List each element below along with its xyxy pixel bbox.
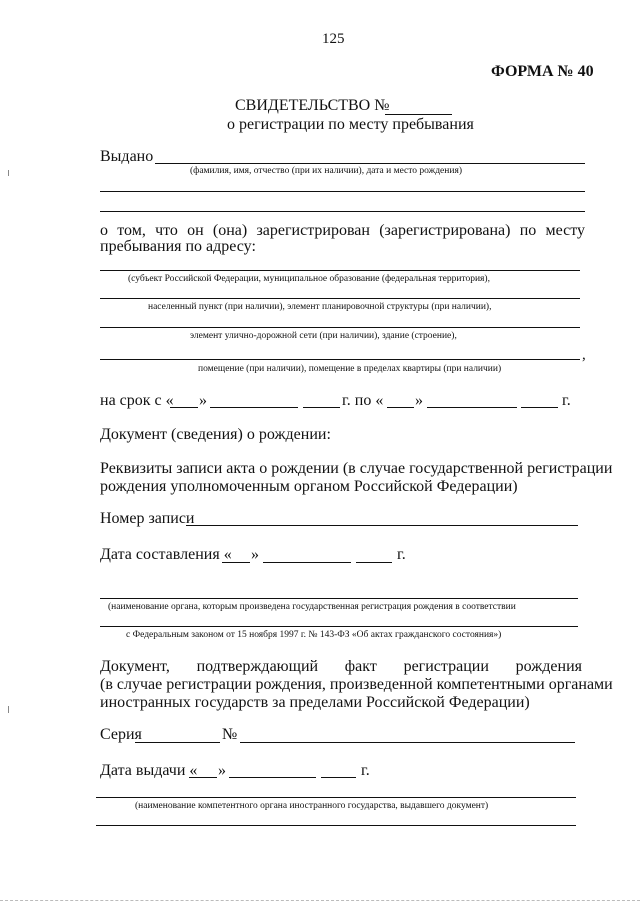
registering-organ-field[interactable] <box>100 598 578 599</box>
issue-date-year: г. <box>361 762 370 779</box>
scan-bottom-edge <box>0 900 640 901</box>
issue-date-close: » <box>218 762 226 779</box>
address-field-1[interactable] <box>100 270 580 271</box>
registered-line-2: пребывания по адресу: <box>100 238 256 255</box>
document-number-field[interactable] <box>240 742 575 743</box>
compile-day-field[interactable] <box>222 562 250 563</box>
term-prefix: на срок с « <box>100 392 174 409</box>
term-from-day-field[interactable] <box>170 407 198 408</box>
foreign-doc-line-2: (в случае регистрации рождения, произведенной компетентными органами <box>100 676 613 693</box>
issued-to-field-line-3[interactable] <box>100 211 585 212</box>
form-label: ФОРМА № 40 <box>491 63 594 80</box>
compile-date-year: г. <box>397 546 406 563</box>
term-close-1: » <box>199 392 207 409</box>
issue-day-field[interactable] <box>189 777 217 778</box>
scan-edge-mark <box>8 170 9 176</box>
record-number-label: Номер записи <box>100 510 195 527</box>
term-year-1: г. по « <box>342 392 384 409</box>
issued-to-field-line-2[interactable] <box>100 191 585 192</box>
record-number-field[interactable] <box>186 525 578 526</box>
issue-year-field[interactable] <box>321 777 356 778</box>
compile-year-field[interactable] <box>356 562 392 563</box>
organ-caption-1: (наименование органа, которым произведена государственная регистрация рождения в соответствии <box>108 602 516 612</box>
act-record-line-2: рождения уполномоченным органом Российской Федерации) <box>100 478 518 495</box>
address-caption-1: (субъект Российской Федерации, муниципальное образование (федеральная территория), <box>128 274 490 284</box>
page-number: 125 <box>322 31 345 47</box>
term-from-year-field[interactable] <box>303 407 340 408</box>
address-caption-3: элемент улично-дорожной сети (при наличии), здание (строение), <box>190 331 457 341</box>
term-from-month-field[interactable] <box>210 407 298 408</box>
address-field-2[interactable] <box>100 298 580 299</box>
issue-month-field[interactable] <box>229 777 316 778</box>
birth-doc-label: Документ (сведения) о рождении: <box>100 426 331 443</box>
address-field-3[interactable] <box>100 327 580 328</box>
issue-date-prefix: Дата выдачи « <box>100 762 198 779</box>
address-field-4[interactable] <box>100 359 580 360</box>
organ-caption-2: с Федеральным законом от 15 ноября 1997 г. № 143-ФЗ «Об актах гражданского состояния») <box>126 630 502 640</box>
series-field[interactable] <box>135 742 220 743</box>
compile-date-prefix: Дата составления « <box>100 546 232 563</box>
term-year-2: г. <box>562 392 571 409</box>
issued-to-field[interactable] <box>155 163 585 164</box>
issued-caption: (фамилия, имя, отчество (при их наличии), дата и место рождения) <box>190 166 462 176</box>
scan-edge-mark <box>8 706 9 713</box>
certificate-number-field[interactable] <box>385 114 452 115</box>
address-caption-2: населенный пункт (при наличии), элемент планировочной структуры (при наличии), <box>148 302 492 312</box>
foreign-organ-field[interactable] <box>96 797 576 798</box>
address-caption-4: помещение (при наличии), помещение в пределах квартиры (при наличии) <box>198 364 502 374</box>
certificate-title: СВИДЕТЕЛЬСТВО № <box>235 97 390 114</box>
term-to-year-field[interactable] <box>521 407 558 408</box>
compile-month-field[interactable] <box>263 562 351 563</box>
address-comma: , <box>582 347 586 363</box>
number-label: № <box>222 726 238 743</box>
issued-label: Выдано <box>100 148 154 165</box>
certificate-subtitle: о регистрации по месту пребывания <box>227 116 474 133</box>
series-label: Серия <box>100 726 142 743</box>
foreign-organ-field-2[interactable] <box>96 825 576 826</box>
term-to-day-field[interactable] <box>387 407 414 408</box>
foreign-doc-line-3: иностранных государств за пределами Российской Федерации) <box>100 694 530 711</box>
foreign-doc-line-1: Документ, подтверждающий факт регистрации рождения <box>100 658 582 675</box>
act-record-line-1: Реквизиты записи акта о рождении (в случае государственной регистрации <box>100 460 613 477</box>
term-close-2: » <box>415 392 423 409</box>
foreign-doc-paragraph <box>100 658 582 676</box>
registered-line-1: о том, что он (она) зарегистрирован (зарегистрирована) по месту <box>100 222 585 239</box>
term-to-month-field[interactable] <box>427 407 517 408</box>
compile-date-close: » <box>251 546 259 563</box>
foreign-organ-caption: (наименование компетентного органа иностранного государства, выдавшего документ) <box>135 801 489 811</box>
registering-organ-field-2[interactable] <box>100 626 578 627</box>
